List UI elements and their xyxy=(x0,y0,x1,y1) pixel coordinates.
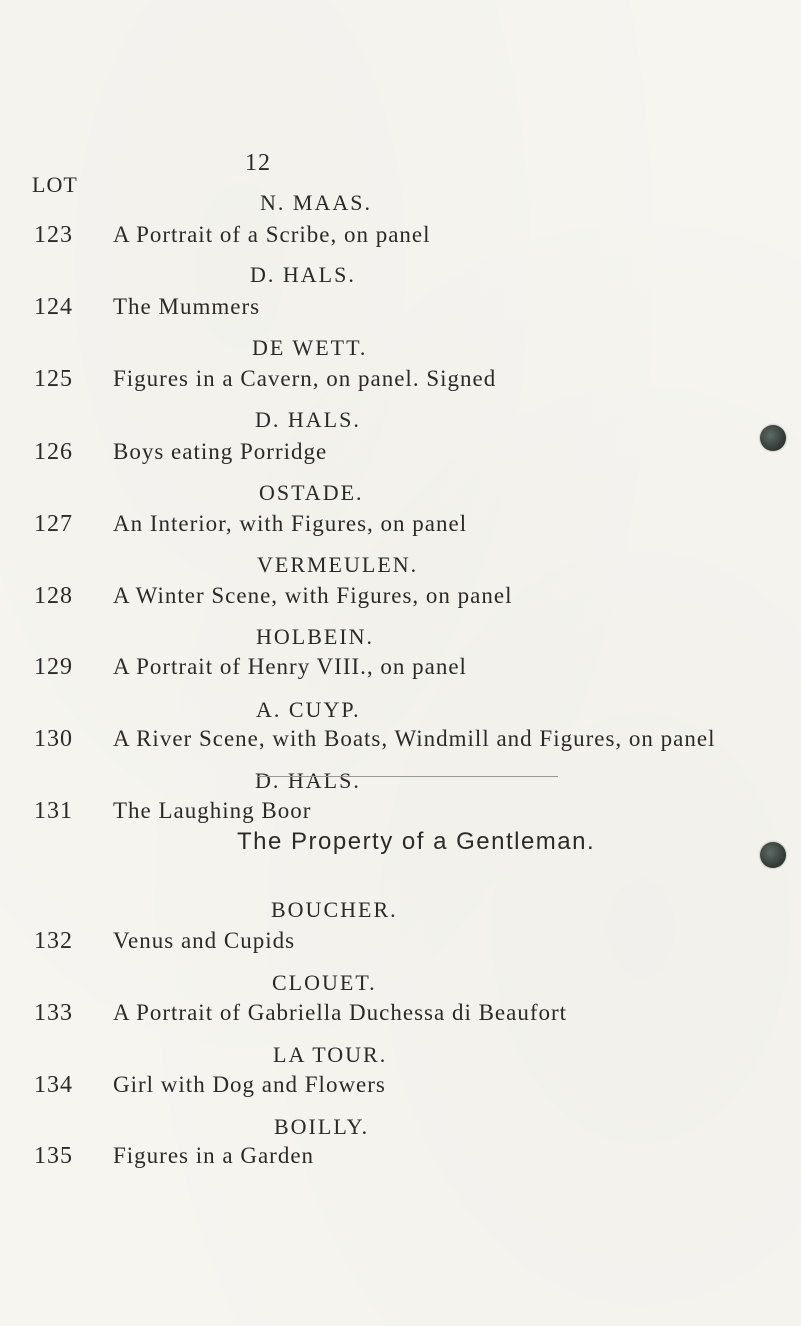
lot-number: 133 xyxy=(34,1000,73,1026)
lot-artist: N. MAAS. xyxy=(260,190,372,215)
lot-title: A Portrait of a Scribe, on panel xyxy=(113,222,431,247)
lot-number: 131 xyxy=(34,798,73,824)
lot-title: The Mummers xyxy=(113,294,261,319)
binding-hole-icon xyxy=(760,842,786,868)
lot-number: 130 xyxy=(34,726,73,752)
lot-artist: D. HALS. xyxy=(250,262,356,287)
lot-number: 126 xyxy=(34,439,73,465)
lot-title: An Interior, with Figures, on panel xyxy=(113,511,468,536)
lot-title: Boys eating Porridge xyxy=(113,439,328,464)
lot-number: 132 xyxy=(34,928,73,954)
lot-number: 128 xyxy=(34,583,73,609)
lot-title: A Portrait of Henry VIII., on panel xyxy=(113,654,467,679)
lot-artist: BOUCHER. xyxy=(271,897,398,922)
lot-artist: D. HALS. xyxy=(255,768,361,793)
lot-number: 129 xyxy=(34,654,73,680)
section-divider xyxy=(258,776,558,777)
binding-hole-icon xyxy=(760,425,786,451)
lot-number: 124 xyxy=(34,294,73,320)
lot-title: Figures in a Garden xyxy=(113,1143,315,1168)
lot-artist: BOILLY. xyxy=(274,1114,370,1139)
lot-title: A River Scene, with Boats, Windmill and Figures, on panel xyxy=(113,726,716,751)
lot-artist: HOLBEIN. xyxy=(256,624,375,649)
lot-title: Venus and Cupids xyxy=(113,928,296,953)
lot-artist: DE WETT. xyxy=(252,335,368,360)
page-number: 12 xyxy=(245,150,271,176)
lot-number: 134 xyxy=(34,1072,73,1098)
section-heading: The Property of a Gentleman. xyxy=(237,828,596,855)
lot-title: The Laughing Boor xyxy=(113,798,312,823)
lot-title: A Winter Scene, with Figures, on panel xyxy=(113,583,513,608)
lot-title: Girl with Dog and Flowers xyxy=(113,1072,386,1097)
lot-artist: OSTADE. xyxy=(259,480,364,505)
lot-artist: A. CUYP. xyxy=(256,697,361,722)
lot-number: 125 xyxy=(34,366,73,392)
lot-column-header: LOT xyxy=(32,172,78,197)
lot-number: 127 xyxy=(34,511,73,537)
lot-artist: VERMEULEN. xyxy=(257,552,419,577)
lot-title: Figures in a Cavern, on panel. Signed xyxy=(113,366,497,391)
lot-number: 135 xyxy=(34,1143,73,1169)
lot-artist: CLOUET. xyxy=(272,970,377,995)
lot-artist: D. HALS. xyxy=(255,407,361,432)
lot-number: 123 xyxy=(34,222,73,248)
lot-artist: LA TOUR. xyxy=(273,1042,388,1067)
lot-title: A Portrait of Gabriella Duchessa di Beaufort xyxy=(113,1000,568,1025)
